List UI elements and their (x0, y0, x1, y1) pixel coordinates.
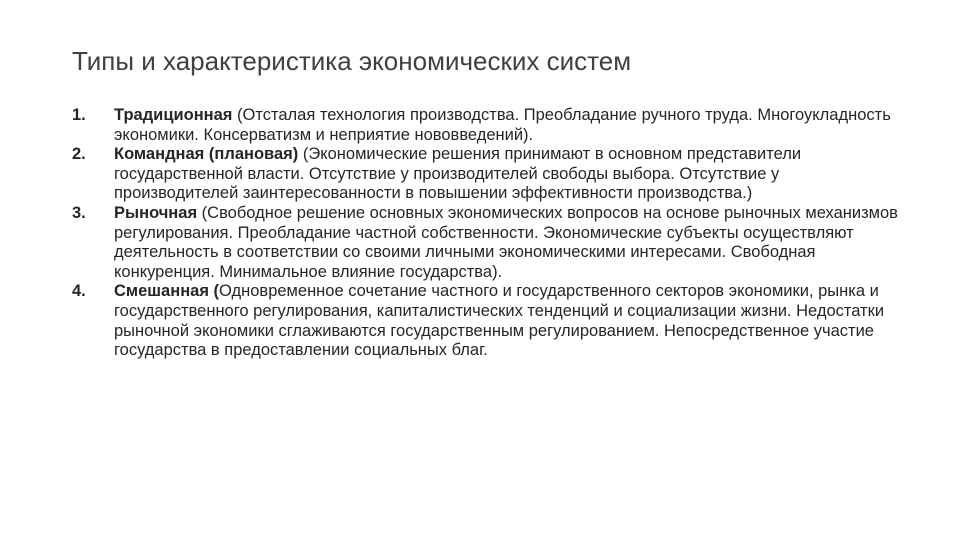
list-item-number: 3. (72, 203, 86, 222)
slide-title: Типы и характеристика экономических систем (72, 46, 632, 76)
list-item-traditional (72, 106, 902, 145)
list-item-market (72, 204, 902, 282)
list-item-description: (Экономические решения принимают в основном представители государственной власти. Отсутствие у производителей свободы выбора. Отсутствие у производителей заинтересованности в повышении эффективности производства.) (114, 145, 802, 203)
list-item-term: Командная (плановая) (114, 145, 299, 164)
list-item-description: (Свободное решение основных экономических вопросов на основе рыночных механизмов регулирования. Преобладание частной собственности. Экономические субъекты осуществляют деятельность в соответствии со своими личными экономическими интересами. Свободная конкуренция. Минимальное влияние государства). (114, 203, 898, 281)
list-item-number: 2. (72, 145, 86, 164)
list-item-description: (Отсталая технология производства. Преобладание ручного труда. Многоукладность экономики. Консерватизм и неприятие нововведений). (114, 106, 891, 144)
economic-systems-list (72, 106, 902, 361)
list-item-term: Рыночная (114, 203, 198, 222)
list-item-term: Смешанная ( (114, 282, 220, 301)
list-item-number: 1. (72, 106, 86, 124)
list-item-description: Одновременное сочетание частного и государственного секторов экономики, рынка и государственного регулирования, капиталистических тенденций и социализации жизни. Недостатки рыночной экономики сглаживаются государственным регулированием. Непосредственное участие государства в предоставлении социальных благ. (114, 282, 885, 360)
list-item-command (72, 145, 902, 204)
list-item-term: Традиционная (114, 106, 233, 124)
list-item-number: 4. (72, 282, 86, 301)
list-item-mixed (72, 282, 902, 360)
